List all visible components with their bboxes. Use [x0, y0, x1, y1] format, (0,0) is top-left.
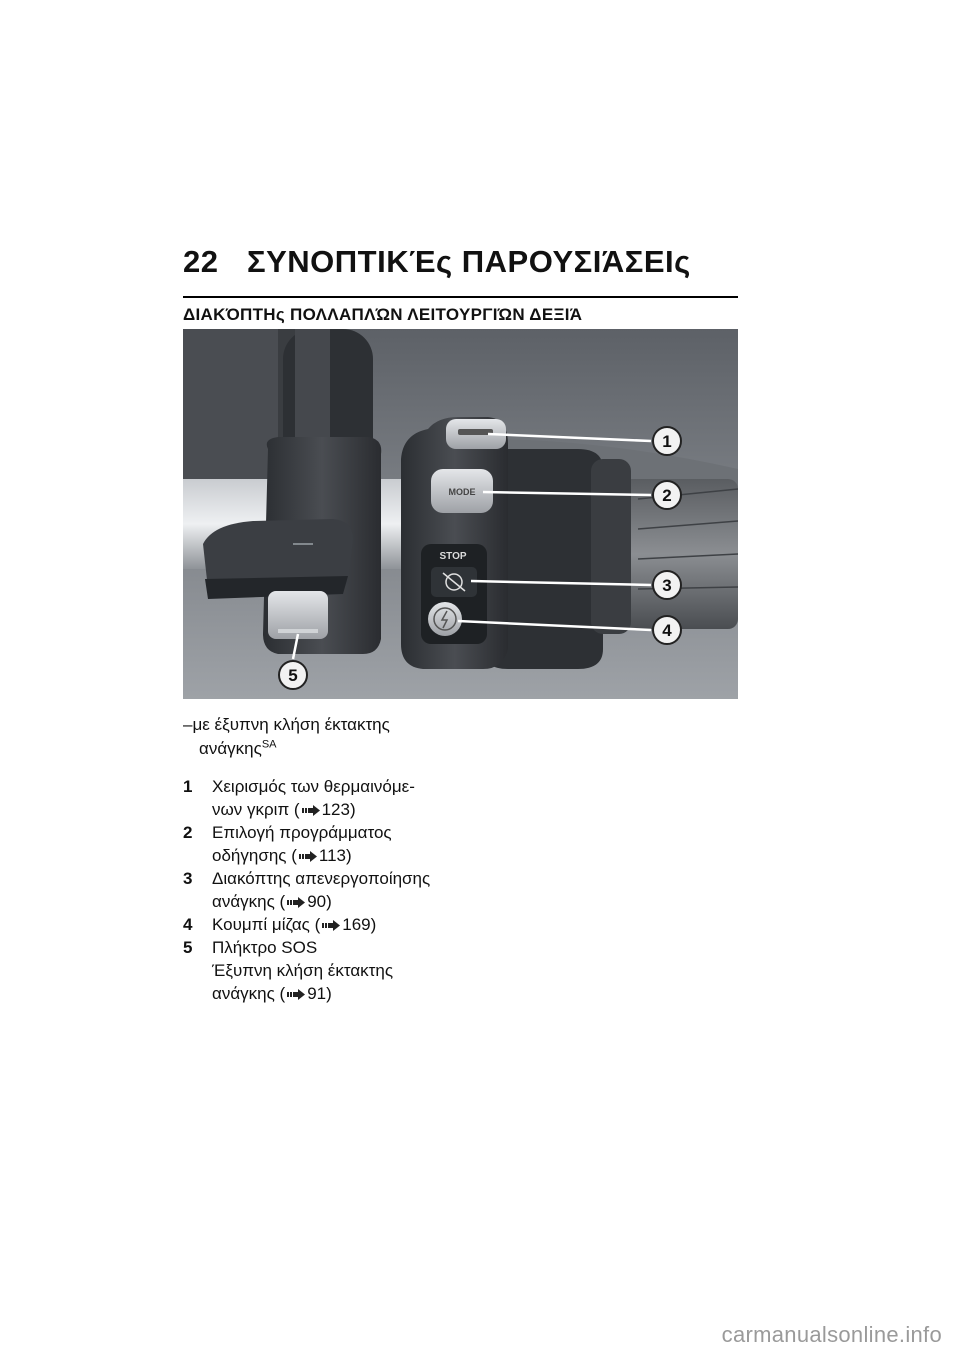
callout-3: [653, 571, 681, 599]
sa-note-line2: ανάγκης: [199, 739, 262, 758]
handlebar-switch-photo: [183, 329, 738, 699]
legend-list: [183, 775, 503, 1005]
svg-text:5: 5: [288, 666, 298, 685]
legend-number: 1: [183, 777, 193, 796]
legend-item: [183, 913, 503, 936]
mode-button-label: MODE: [448, 487, 476, 497]
callout-1: [653, 427, 681, 455]
legend-text: νων γκριπ: [212, 800, 290, 819]
legend-text: Διακόπτης απενεργοποίησης: [212, 869, 431, 888]
starter-button: [428, 602, 462, 636]
sa-note-line1: –με έξυπνη κλήση έκτακτης: [183, 715, 390, 734]
sa-superscript: SA: [261, 738, 277, 751]
page-reference: ( 123): [293, 800, 356, 819]
legend-text: Έξυπνη κλήση έκτακτης: [212, 961, 394, 980]
page-reference: ( 113): [291, 846, 352, 865]
callout-2: [653, 481, 681, 509]
legend-number: 2: [183, 823, 193, 842]
page-reference: ( 169): [314, 915, 377, 934]
svg-text:2: 2: [662, 486, 672, 505]
legend-text: Κουμπί μίζας: [212, 915, 310, 934]
legend-text: Χειρισμός των θερμαινόμε-: [212, 777, 415, 796]
page-ref-arrow-icon: [287, 897, 305, 908]
legend-item: [183, 867, 503, 913]
sa-note: [183, 713, 483, 761]
callout-4: [653, 616, 681, 644]
legend-text: ανάγκης: [212, 984, 275, 1003]
svg-text:3: 3: [662, 576, 672, 595]
page-ref-arrow-icon: [299, 851, 317, 862]
legend-text: οδήγησης: [212, 846, 287, 865]
page-number: 22: [183, 244, 219, 279]
chapter-title: ΣΥΝΟΠΤΙΚΈς ΠΑΡΟΥΣΙΆΣΕΙς: [247, 244, 691, 279]
svg-text:1: 1: [662, 432, 672, 451]
legend-item: [183, 821, 503, 867]
page-ref-arrow-icon: [287, 989, 305, 1000]
legend-item: [183, 936, 503, 1005]
legend-text: ανάγκης: [212, 892, 275, 911]
page-ref-arrow-icon: [322, 920, 340, 931]
page-reference: ( 90): [279, 892, 332, 911]
legend-number: 3: [183, 869, 193, 888]
legend-number: 4: [183, 915, 193, 934]
legend-number: 5: [183, 938, 193, 957]
legend-item: [183, 775, 503, 821]
callout-5: [279, 661, 307, 689]
header-rule: [183, 296, 738, 298]
legend-text: Επιλογή προγράμματος: [212, 823, 392, 842]
legend-text: Πλήκτρο SOS: [212, 938, 318, 957]
watermark: carmanualsonline.info: [721, 1322, 942, 1347]
page-reference: ( 91): [279, 984, 332, 1003]
svg-text:4: 4: [662, 621, 672, 640]
stop-label: STOP: [439, 551, 467, 562]
section-title: ΔΙΑΚΌΠΤΗς ΠΟΛΛΑΠΛΏΝ ΛΕΙΤΟΥΡΓΙΏΝ ΔΕΞΙΆ: [183, 305, 583, 324]
page-header: [183, 244, 738, 280]
page-ref-arrow-icon: [302, 805, 320, 816]
